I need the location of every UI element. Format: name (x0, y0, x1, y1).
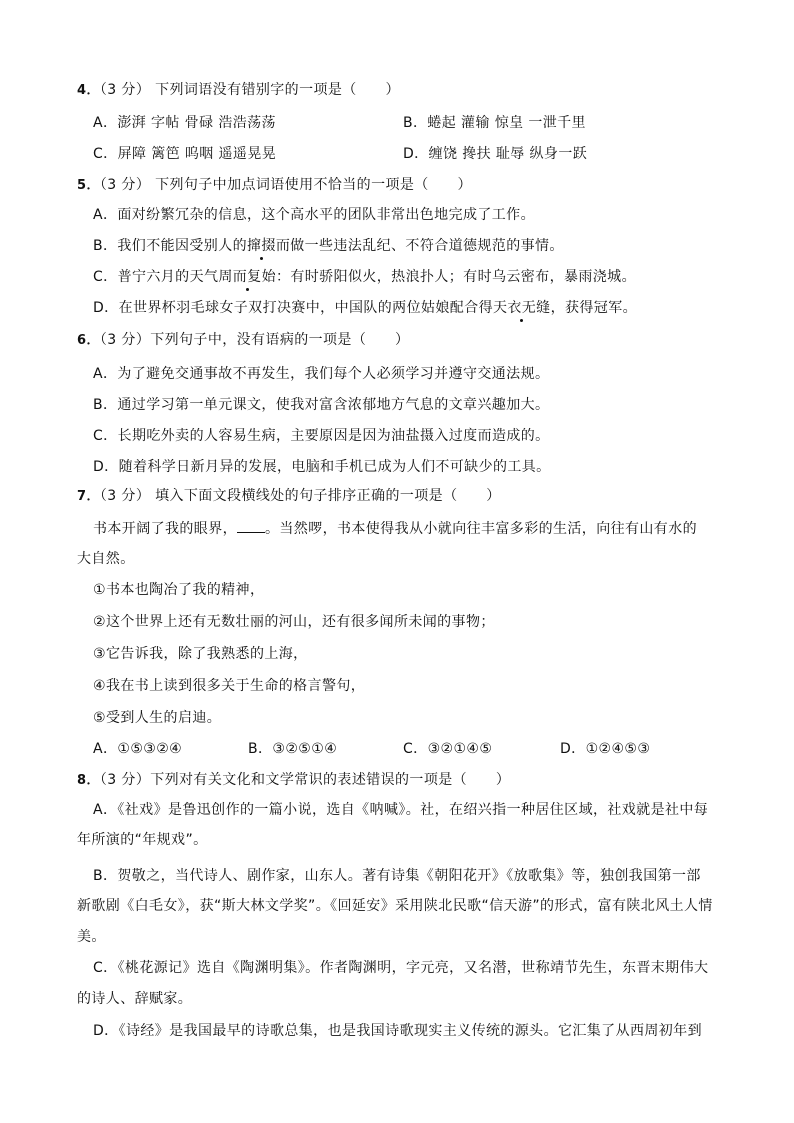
question-5-stem (77, 175, 472, 196)
option-a: A．①⑤③②④ (93, 741, 183, 757)
option-a-line-2: 年所演的“年规戏”。 (77, 832, 208, 848)
passage-line-2: 大自然。 (77, 551, 135, 567)
question-number: 8． (77, 773, 100, 788)
question-7-stem (77, 486, 501, 507)
option-a-line-1: A．《社戏》是鲁迅创作的一篇小说，选自《呐喊》。社，在绍兴指一种居住区域，社戏就是社中每 (93, 802, 709, 818)
question-text: （3 分）下列对有关文化和文学常识的表述错误的一项是（ ） (99, 772, 511, 788)
option-c: C．长期吃外卖的人容易生病，主要原因是因为油盐摄入过度而造成的。 (93, 428, 550, 444)
option-text-rest: 而做一些违法乱纪、不符合道德规范的事情。 (275, 238, 564, 254)
dotted-word: 撺掇 (247, 238, 276, 254)
question-number: 7． (77, 489, 100, 504)
option-text-rest: ：有时骄阳似火，热浪扑人；有时乌云密布，暴雨浇城。 (275, 269, 636, 285)
passage-text: 。当然啰，书本使得我从小就向往丰富多彩的生活，向往有山有水的 (265, 521, 697, 537)
option-b-line-1: B．贺敬之，当代诗人、剧作家，山东人。著有诗集《朝阳花开》《放歌集》等，独创我国第一部 (93, 868, 701, 884)
option-a: A．澎湃 字帖 骨碌 浩浩荡荡 (93, 115, 276, 131)
option-text: C．普宁六月的天气 (93, 269, 219, 285)
question-text: （3 分）下列句子中，没有语病的一项是（ ） (99, 332, 410, 348)
question-text: （3 分） 填入下面文段横线处的句子排序正确的一项是（ ） (99, 488, 501, 504)
option-c: C．③②①④⑤ (403, 741, 493, 757)
option-b: B．蜷起 灌输 惊皇 一泄千里 (403, 115, 586, 131)
question-text: （3 分） 下列词语没有错别字的一项是（ ） (99, 82, 400, 98)
sentence-1: ①书本也陶冶了我的精神， (93, 582, 265, 598)
option-d: D．随着科学日新月异的发展，电脑和手机已成为人们不可缺少的工具。 (93, 459, 551, 475)
option-b: B．通过学习第一单元课文，使我对富含浓郁地方气息的文章兴趣加大。 (93, 397, 550, 413)
question-4-stem (77, 80, 400, 101)
option-c (93, 267, 636, 287)
fill-blank (237, 518, 265, 533)
question-text: （3 分） 下列句子中加点词语使用不恰当的一项是（ ） (99, 177, 472, 193)
option-c: C．屏障 篱笆 呜咽 遥遥晃晃 (93, 146, 277, 162)
option-b (93, 236, 564, 256)
option-d (93, 298, 637, 318)
option-text: B．我们不能因受别人的 (93, 238, 248, 254)
option-b: B．③②⑤①④ (248, 741, 338, 757)
option-text: D．在世界杯羽毛球女子双打决赛中，中国队的两位姑娘配合得 (93, 300, 493, 316)
option-b-line-3: 美。 (77, 929, 106, 945)
question-number: 5． (77, 178, 100, 193)
option-d-line-1: D．《诗经》是我国最早的诗歌总集，也是我国诗歌现实主义传统的源头。它汇集了从西周初年到 (93, 1023, 702, 1039)
passage-text: 书本开阔了我的眼界， (93, 521, 237, 537)
sentence-2: ②这个世界上还有无数壮丽的河山，还有很多闻所未闻的事物； (93, 614, 495, 630)
dotted-word: 周而复始 (218, 269, 276, 285)
option-a: A．面对纷繁冗杂的信息，这个高水平的团队非常出色地完成了工作。 (93, 207, 535, 223)
option-d: D．①②④⑤③ (560, 741, 651, 757)
question-8-stem (77, 770, 510, 791)
sentence-3: ③它告诉我，除了我熟悉的上海， (93, 646, 308, 662)
dotted-word: 天衣无缝 (492, 300, 551, 316)
option-c-line-1: C．《桃花源记》选自《陶渊明集》。作者陶渊明，字元亮，又名潜，世称靖节先生，东晋末期伟大 (93, 960, 709, 976)
question-number: 4． (77, 83, 100, 98)
option-text-rest: ，获得冠军。 (550, 300, 637, 316)
option-a: A．为了避免交通事故不再发生，我们每个人必须学习并遵守交通法规。 (93, 366, 550, 382)
question-6-stem (77, 330, 409, 351)
question-number: 6． (77, 333, 100, 348)
sentence-4: ④我在书上读到很多关于生命的格言警句， (93, 678, 366, 694)
sentence-5: ⑤受到人生的启迪。 (93, 710, 222, 726)
option-c-line-2: 的诗人、辞赋家。 (77, 991, 193, 1007)
option-b-line-2: 新歌剧《白毛女》，获“斯大林文学奖”。《回延安》采用陕北民歌“信天游”的形式，富有陕北风土人情 (77, 898, 713, 914)
passage-line-1 (93, 518, 697, 539)
option-d: D．缠饶 搀扶 耻辱 纵身一跃 (403, 146, 588, 162)
